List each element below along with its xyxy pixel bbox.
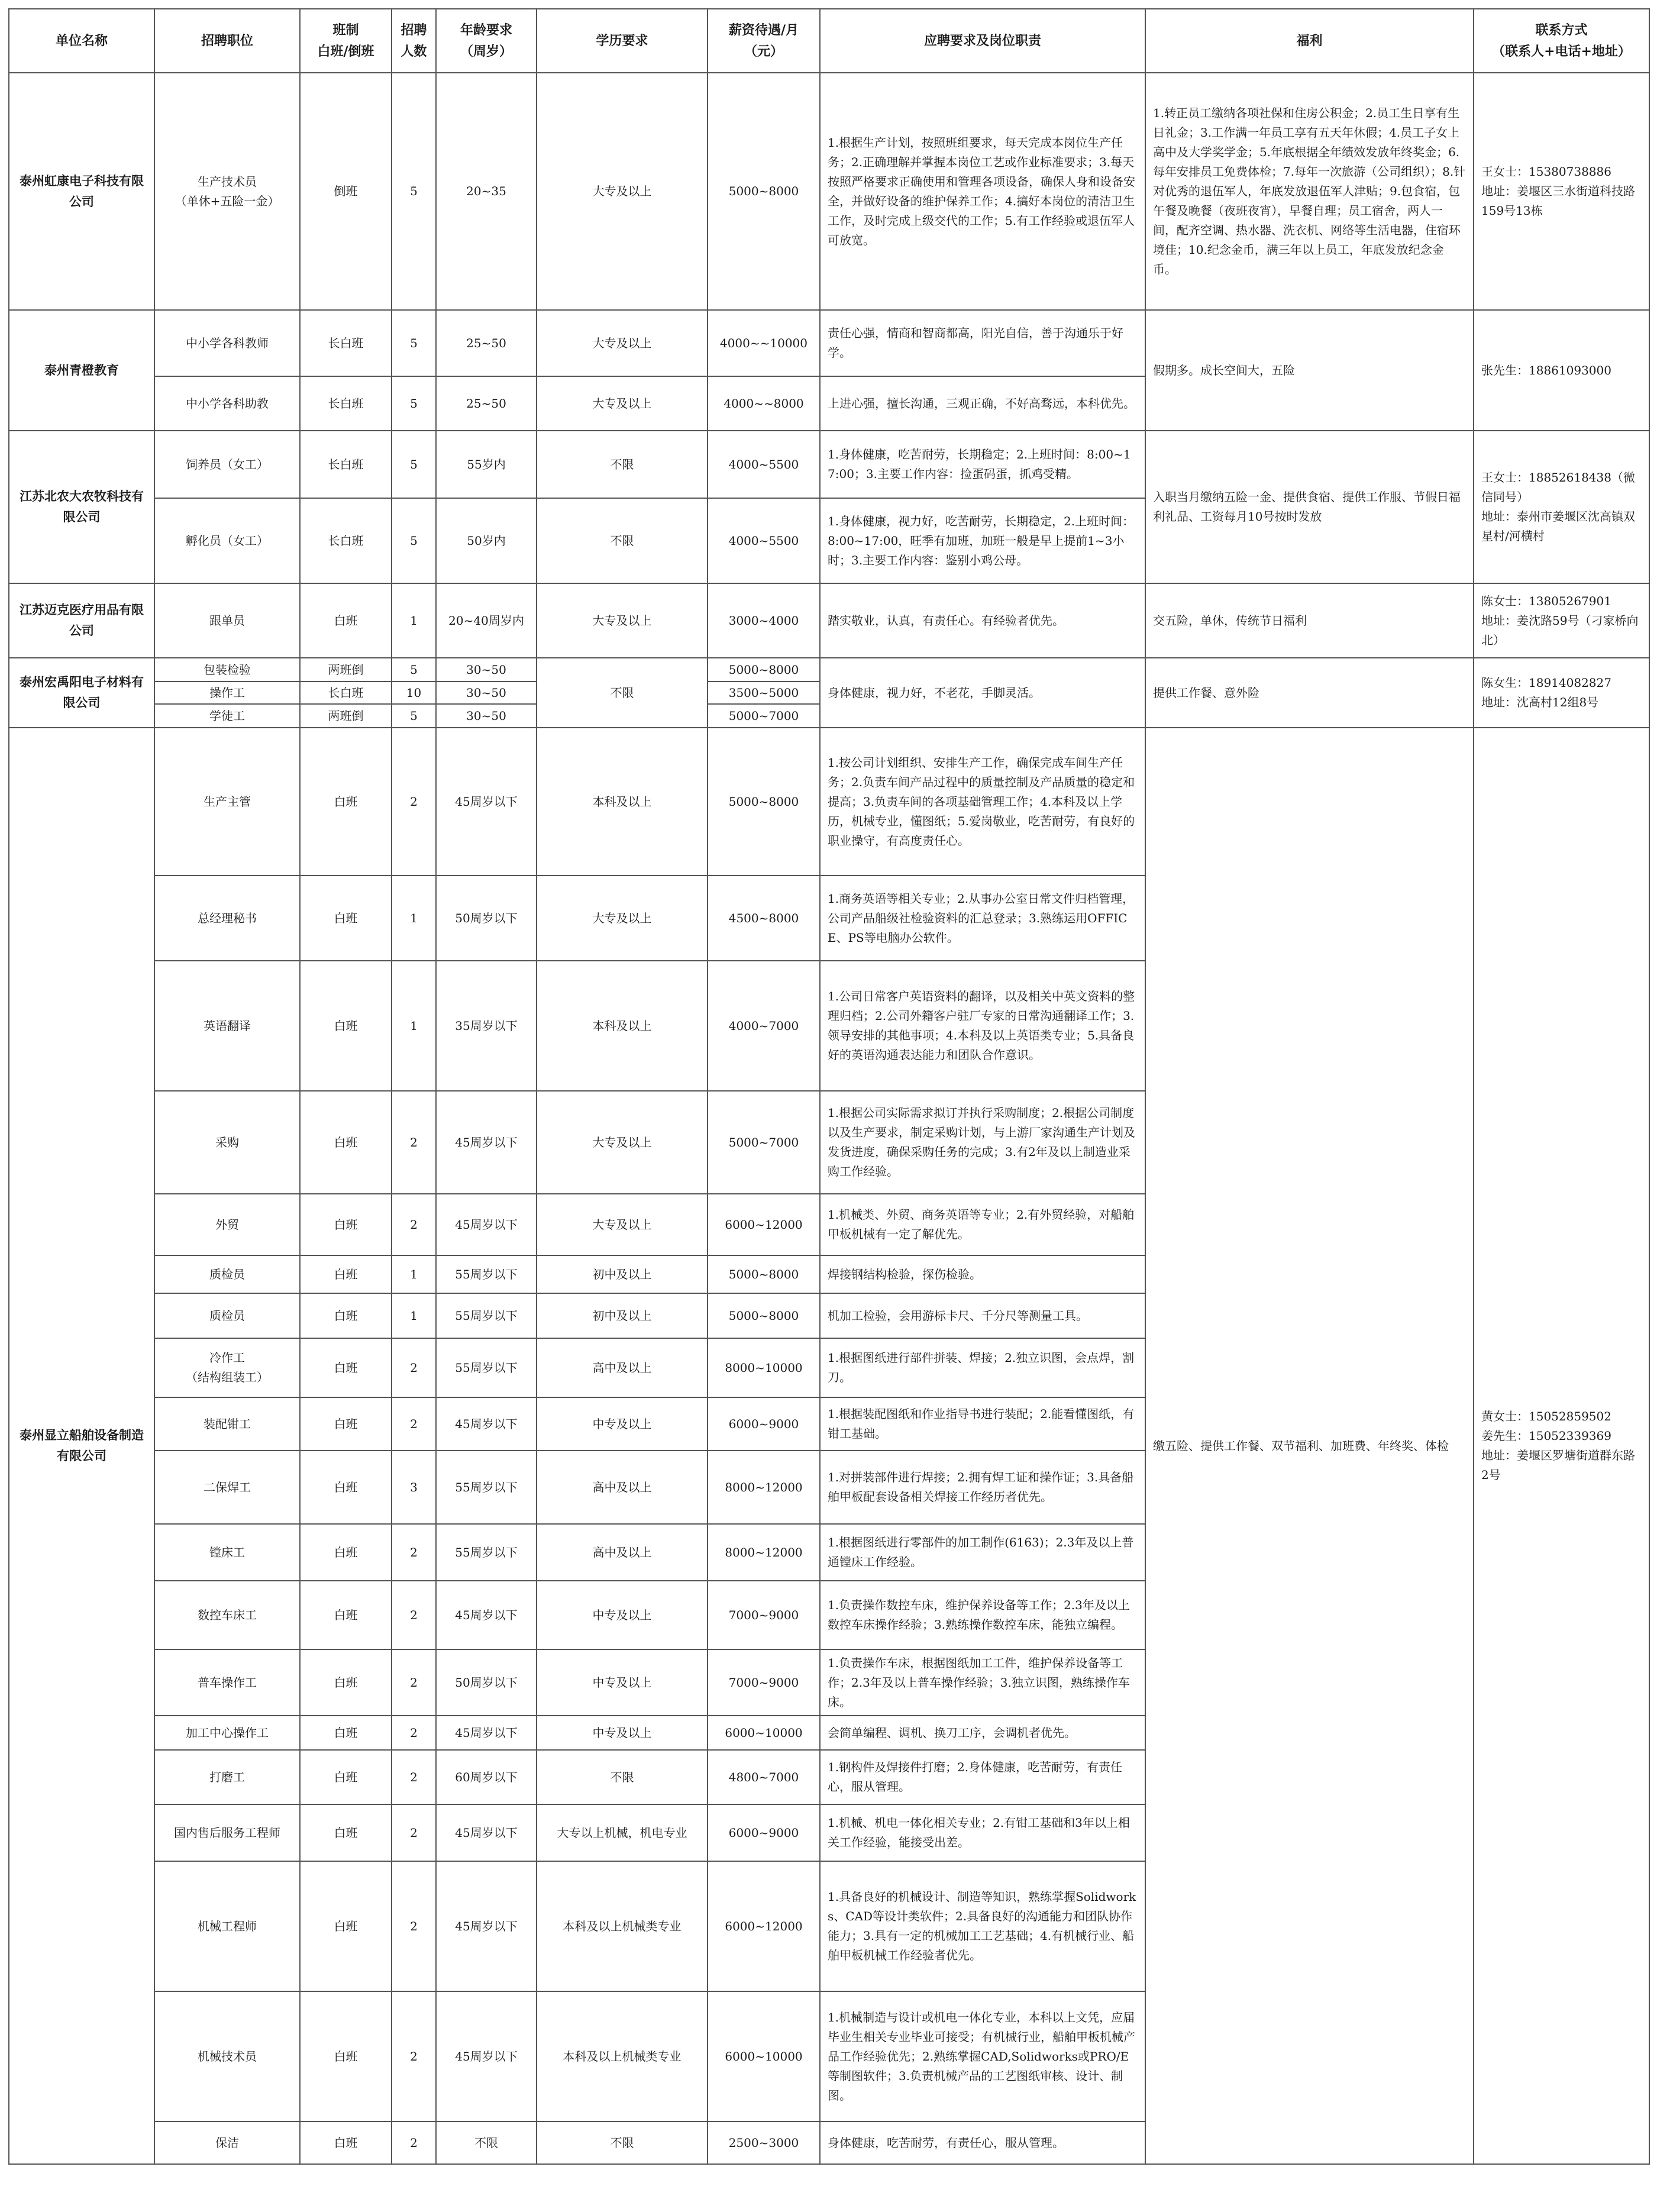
count-cell: 1 — [392, 1255, 436, 1293]
education-cell: 大专以上机械，机电专业 — [537, 1804, 708, 1861]
duty-cell: 1.根据生产计划，按照班组要求，每天完成本岗位生产任务；2.正确理解并掌握本岗位工艺或作业标准要求；3.每天按照严格要求正确使用和管理各项设备，确保人身和设备安全，并做好设备的维护保养工作；4.搞好本岗位的清洁卫生工作，及时完成上级交代的工作；5.有工作经验或退伍军人可放宽。 — [820, 73, 1145, 310]
shift-cell: 白班 — [300, 1194, 392, 1255]
company-name: 江苏北农大农牧科技有限公司 — [9, 431, 154, 583]
count-cell: 2 — [392, 1861, 436, 1991]
position-title: 加工中心操作工 — [154, 1716, 300, 1750]
position-title: 质检员 — [154, 1293, 300, 1338]
age-cell: 55周岁以下 — [436, 1451, 537, 1524]
shift-cell: 长白班 — [300, 310, 392, 376]
count-cell: 1 — [392, 1293, 436, 1338]
duty-cell: 1.机械类、外贸、商务英语等专业；2.有外贸经验，对船舶甲板机械有一定了解优先。 — [820, 1194, 1145, 1255]
count-cell: 2 — [392, 2121, 436, 2164]
position-title: 饲养员（女工） — [154, 431, 300, 498]
age-cell: 55周岁以下 — [436, 1524, 537, 1581]
shift-cell: 白班 — [300, 1451, 392, 1524]
salary-cell: 8000~12000 — [708, 1524, 820, 1581]
table-row — [9, 73, 1649, 310]
header-welfare: 福利 — [1145, 9, 1474, 73]
job-listing-table — [8, 8, 1650, 2165]
duty-cell: 1.机械制造与设计或机电一体化专业，本科以上文凭，应届毕业生相关专业毕业可接受；有机械行业，船舶甲板机械产品工作经验优先；2.熟练掌握CAD,Solidworks或PRO/E等制图软件；3.负责机械产品的工艺图纸审核、设计、制图。 — [820, 1991, 1145, 2121]
age-cell: 60周岁以下 — [436, 1750, 537, 1804]
shift-cell: 长白班 — [300, 682, 392, 704]
age-cell: 45周岁以下 — [436, 1194, 537, 1255]
salary-cell: 8000~12000 — [708, 1451, 820, 1524]
age-cell: 20~35 — [436, 73, 537, 310]
salary-cell: 4000~~10000 — [708, 310, 820, 376]
age-cell: 25~50 — [436, 376, 537, 431]
age-cell: 不限 — [436, 2121, 537, 2164]
header-company: 单位名称 — [9, 9, 154, 73]
count-cell: 5 — [392, 431, 436, 498]
salary-cell: 6000~10000 — [708, 1716, 820, 1750]
age-cell: 55周岁以下 — [436, 1338, 537, 1397]
duty-cell: 1.对拼装部件进行焊接；2.拥有焊工证和操作证；3.具备船舶甲板配套设备相关焊接工作经历者优先。 — [820, 1451, 1145, 1524]
age-cell: 30~50 — [436, 682, 537, 704]
salary-cell: 5000~8000 — [708, 73, 820, 310]
duty-cell: 1.按公司计划组织、安排生产工作，确保完成车间生产任务；2.负责车间产品过程中的质量控制及产品质量的稳定和提高；3.负责车间的各项基础管理工作；4.本科及以上学历，机械专业，懂图纸；5.爱岗敬业，吃苦耐劳，有良好的职业操守，有高度责任心。 — [820, 728, 1145, 876]
count-cell: 2 — [392, 1524, 436, 1581]
duty-cell: 1.钢构件及焊接件打磨；2.身体健康，吃苦耐劳，有责任心，服从管理。 — [820, 1750, 1145, 1804]
age-cell: 55周岁以下 — [436, 1255, 537, 1293]
salary-cell: 3500~5000 — [708, 682, 820, 704]
duty-cell: 上进心强，擅长沟通，三观正确，不好高骛远，本科优先。 — [820, 376, 1145, 431]
duty-cell: 1.机械、机电一体化相关专业；2.有钳工基础和3年以上相关工作经验，能接受出差。 — [820, 1804, 1145, 1861]
shift-cell: 白班 — [300, 1293, 392, 1338]
count-cell: 5 — [392, 704, 436, 728]
position-title: 镗床工 — [154, 1524, 300, 1581]
company-name: 江苏迈克医疗用品有限公司 — [9, 583, 154, 658]
age-cell: 30~50 — [436, 658, 537, 682]
position-title: 中小学各科教师 — [154, 310, 300, 376]
table-row — [9, 658, 1649, 682]
contact-cell: 张先生：18861093000 — [1474, 310, 1649, 431]
header-duties: 应聘要求及岗位职责 — [820, 9, 1145, 73]
shift-cell: 白班 — [300, 728, 392, 876]
contact-cell: 王女士：15380738886 地址：姜堰区三水街道科技路159号13栋 — [1474, 73, 1649, 310]
shift-cell: 长白班 — [300, 376, 392, 431]
duty-cell: 1.根据图纸进行部件拼装、焊接；2.独立识图，会点焊，割刀。 — [820, 1338, 1145, 1397]
education-cell: 大专及以上 — [537, 876, 708, 961]
salary-cell: 5000~8000 — [708, 658, 820, 682]
age-cell: 55岁内 — [436, 431, 537, 498]
education-cell: 中专及以上 — [537, 1581, 708, 1649]
salary-cell: 4000~5500 — [708, 431, 820, 498]
header-position: 招聘职位 — [154, 9, 300, 73]
age-cell: 50岁内 — [436, 498, 537, 583]
duty-cell: 1.负责操作数控车床，维护保养设备等工作；2.3年及以上数控车床操作经验；3.熟练操作数控车床，能独立编程。 — [820, 1581, 1145, 1649]
position-title: 中小学各科助教 — [154, 376, 300, 431]
table-row — [9, 431, 1649, 498]
table-row — [9, 310, 1649, 376]
age-cell: 50周岁以下 — [436, 1649, 537, 1716]
salary-cell: 5000~7000 — [708, 1091, 820, 1194]
header-contact: 联系方式 （联系人+电话+地址） — [1474, 9, 1649, 73]
salary-cell: 3000~4000 — [708, 583, 820, 658]
shift-cell: 两班倒 — [300, 704, 392, 728]
age-cell: 45周岁以下 — [436, 1991, 537, 2121]
header-count: 招聘 人数 — [392, 9, 436, 73]
shift-cell: 白班 — [300, 961, 392, 1091]
position-title: 包装检验 — [154, 658, 300, 682]
company-name: 泰州宏禹阳电子材料有限公司 — [9, 658, 154, 728]
salary-cell: 2500~3000 — [708, 2121, 820, 2164]
position-title: 机械技术员 — [154, 1991, 300, 2121]
shift-cell: 长白班 — [300, 431, 392, 498]
age-cell: 50周岁以下 — [436, 876, 537, 961]
education-cell: 本科及以上机械类专业 — [537, 1991, 708, 2121]
shift-cell: 倒班 — [300, 73, 392, 310]
shift-cell: 白班 — [300, 1091, 392, 1194]
count-cell: 3 — [392, 1451, 436, 1524]
shift-cell: 白班 — [300, 876, 392, 961]
position-title: 生产主管 — [154, 728, 300, 876]
age-cell: 55周岁以下 — [436, 1293, 537, 1338]
salary-cell: 4500~8000 — [708, 876, 820, 961]
duty-cell: 会简单编程、调机、换刀工序，会调机者优先。 — [820, 1716, 1145, 1750]
count-cell: 2 — [392, 1716, 436, 1750]
count-cell: 2 — [392, 1649, 436, 1716]
education-cell: 中专及以上 — [537, 1397, 708, 1451]
age-cell: 45周岁以下 — [436, 728, 537, 876]
duty-cell: 1.身体健康，视力好，吃苦耐劳，长期稳定，2.上班时间：8:00~17:00，旺季有加班，加班一般是早上提前1~3小时；3.主要工作内容：鉴别小鸡公母。 — [820, 498, 1145, 583]
shift-cell: 白班 — [300, 1255, 392, 1293]
contact-cell: 陈女生：18914082827 地址：沈高村12组8号 — [1474, 658, 1649, 728]
education-cell: 初中及以上 — [537, 1255, 708, 1293]
education-cell: 大专及以上 — [537, 1091, 708, 1194]
education-cell: 本科及以上 — [537, 961, 708, 1091]
age-cell: 25~50 — [436, 310, 537, 376]
shift-cell: 白班 — [300, 1804, 392, 1861]
position-title: 普车操作工 — [154, 1649, 300, 1716]
count-cell: 2 — [392, 1194, 436, 1255]
duty-cell: 1.身体健康，吃苦耐劳，长期稳定；2.上班时间：8:00~17:00；3.主要工作内容：捡蛋码蛋，抓鸡受精。 — [820, 431, 1145, 498]
company-name: 泰州显立船舶设备制造有限公司 — [9, 728, 154, 2164]
duty-cell: 机加工检验，会用游标卡尺、千分尺等测量工具。 — [820, 1293, 1145, 1338]
count-cell: 1 — [392, 961, 436, 1091]
salary-cell: 7000~9000 — [708, 1649, 820, 1716]
age-cell: 45周岁以下 — [436, 1804, 537, 1861]
education-cell: 高中及以上 — [537, 1524, 708, 1581]
shift-cell: 白班 — [300, 1581, 392, 1649]
contact-cell: 陈女士：13805267901 地址：姜沈路59号（刁家桥向北） — [1474, 583, 1649, 658]
position-title: 总经理秘书 — [154, 876, 300, 961]
shift-cell: 白班 — [300, 2121, 392, 2164]
position-title: 机械工程师 — [154, 1861, 300, 1991]
duty-cell: 责任心强，情商和智商都高，阳光自信，善于沟通乐于好学。 — [820, 310, 1145, 376]
age-cell: 45周岁以下 — [436, 1581, 537, 1649]
header-row — [9, 9, 1649, 73]
position-title: 装配钳工 — [154, 1397, 300, 1451]
position-title: 打磨工 — [154, 1750, 300, 1804]
count-cell: 5 — [392, 73, 436, 310]
position-title: 采购 — [154, 1091, 300, 1194]
shift-cell: 白班 — [300, 1338, 392, 1397]
education-cell: 不限 — [537, 2121, 708, 2164]
count-cell: 10 — [392, 682, 436, 704]
header-salary: 薪资待遇/月 （元） — [708, 9, 820, 73]
shift-cell: 白班 — [300, 583, 392, 658]
salary-cell: 6000~9000 — [708, 1397, 820, 1451]
welfare-cell: 1.转正员工缴纳各项社保和住房公积金；2.员工生日享有生日礼金；3.工作满一年员工享有五天年休假；4.员工子女上高中及大学奖学金；5.年底根据全年绩效发放年终奖金；6.每年安排员工免费体检；7.每年一次旅游（公司组织）；8.针对优秀的退伍军人，年底发放退伍军人津贴；9.包食宿，包午餐及晚餐（夜班夜宵），早餐自理；员工宿舍，两人一间，配齐空调、热水器、洗衣机、网络等生活电器，住宿环境佳；10.纪念金币，满三年以上员工，年底发放纪念金币。 — [1145, 73, 1474, 310]
header-shift: 班制 白班/倒班 — [300, 9, 392, 73]
education-cell: 高中及以上 — [537, 1451, 708, 1524]
position-title: 二保焊工 — [154, 1451, 300, 1524]
duty-cell: 1.根据图纸进行零部件的加工制作(6163)；2.3年及以上普通镗床工作经验。 — [820, 1524, 1145, 1581]
education-cell: 不限 — [537, 431, 708, 498]
position-title: 数控车床工 — [154, 1581, 300, 1649]
count-cell: 2 — [392, 1338, 436, 1397]
contact-cell: 王女士：18852618438（微信同号） 地址：泰州市姜堰区沈高镇双星村/河横村 — [1474, 431, 1649, 583]
company-name: 泰州虹康电子科技有限公司 — [9, 73, 154, 310]
count-cell: 2 — [392, 1804, 436, 1861]
position-title: 国内售后服务工程师 — [154, 1804, 300, 1861]
position-title: 外贸 — [154, 1194, 300, 1255]
welfare-cell: 交五险，单休，传统节日福利 — [1145, 583, 1474, 658]
education-cell: 中专及以上 — [537, 1716, 708, 1750]
count-cell: 2 — [392, 1581, 436, 1649]
table-row — [9, 583, 1649, 658]
salary-cell: 5000~8000 — [708, 1293, 820, 1338]
count-cell: 2 — [392, 1091, 436, 1194]
count-cell: 5 — [392, 376, 436, 431]
education-cell: 大专及以上 — [537, 376, 708, 431]
contact-cell: 黄女士：15052859502 姜先生：15052339369 地址：姜堰区罗塘街道群东路2号 — [1474, 728, 1649, 2164]
age-cell: 35周岁以下 — [436, 961, 537, 1091]
duty-cell: 焊接钢结构检验，探伤检验。 — [820, 1255, 1145, 1293]
education-cell: 不限 — [537, 1750, 708, 1804]
shift-cell: 长白班 — [300, 498, 392, 583]
duty-cell: 踏实敬业，认真，有责任心。有经验者优先。 — [820, 583, 1145, 658]
shift-cell: 白班 — [300, 1750, 392, 1804]
header-age: 年龄要求 （周岁） — [436, 9, 537, 73]
education-cell: 中专及以上 — [537, 1649, 708, 1716]
education-cell: 大专及以上 — [537, 73, 708, 310]
age-cell: 45周岁以下 — [436, 1716, 537, 1750]
duty-cell: 1.根据装配图纸和作业指导书进行装配；2.能看懂图纸，有钳工基础。 — [820, 1397, 1145, 1451]
welfare-cell: 入职当月缴纳五险一金、提供食宿、提供工作服、节假日福利礼品、工资每月10号按时发放 — [1145, 431, 1474, 583]
welfare-cell: 缴五险、提供工作餐、双节福利、加班费、年终奖、体检 — [1145, 728, 1474, 2164]
age-cell: 30~50 — [436, 704, 537, 728]
salary-cell: 4800~7000 — [708, 1750, 820, 1804]
count-cell: 1 — [392, 583, 436, 658]
duty-cell: 身体健康，吃苦耐劳，有责任心，服从管理。 — [820, 2121, 1145, 2164]
salary-cell: 4000~~8000 — [708, 376, 820, 431]
salary-cell: 5000~8000 — [708, 1255, 820, 1293]
shift-cell: 白班 — [300, 1649, 392, 1716]
education-cell: 大专及以上 — [537, 310, 708, 376]
education-cell: 大专及以上 — [537, 1194, 708, 1255]
company-name: 泰州青橙教育 — [9, 310, 154, 431]
salary-cell: 8000~10000 — [708, 1338, 820, 1397]
shift-cell: 两班倒 — [300, 658, 392, 682]
position-title: 生产技术员 （单休+五险一金） — [154, 73, 300, 310]
duty-cell: 1.公司日常客户英语资料的翻译，以及相关中英文资料的整理归档；2.公司外籍客户驻厂专家的日常沟通翻译工作；3.领导安排的其他事项；4.本科及以上英语类专业；5.具备良好的英语沟通表达能力和团队合作意识。 — [820, 961, 1145, 1091]
education-cell: 本科及以上机械类专业 — [537, 1861, 708, 1991]
count-cell: 5 — [392, 658, 436, 682]
salary-cell: 4000~5500 — [708, 498, 820, 583]
age-cell: 45周岁以下 — [436, 1397, 537, 1451]
education-cell: 大专及以上 — [537, 583, 708, 658]
shift-cell: 白班 — [300, 1397, 392, 1451]
age-cell: 45周岁以下 — [436, 1861, 537, 1991]
salary-cell: 5000~8000 — [708, 728, 820, 876]
header-education: 学历要求 — [537, 9, 708, 73]
position-title: 操作工 — [154, 682, 300, 704]
count-cell: 5 — [392, 498, 436, 583]
education-cell: 高中及以上 — [537, 1338, 708, 1397]
duty-cell: 身体健康，视力好，不老花，手脚灵活。 — [820, 658, 1145, 728]
position-title: 保洁 — [154, 2121, 300, 2164]
shift-cell: 白班 — [300, 1991, 392, 2121]
salary-cell: 4000~7000 — [708, 961, 820, 1091]
position-title: 冷作工 （结构组装工） — [154, 1338, 300, 1397]
position-title: 学徒工 — [154, 704, 300, 728]
count-cell: 1 — [392, 876, 436, 961]
shift-cell: 白班 — [300, 1524, 392, 1581]
salary-cell: 6000~12000 — [708, 1861, 820, 1991]
position-title: 英语翻译 — [154, 961, 300, 1091]
shift-cell: 白班 — [300, 1716, 392, 1750]
count-cell: 2 — [392, 728, 436, 876]
age-cell: 20~40周岁内 — [436, 583, 537, 658]
education-cell: 本科及以上 — [537, 728, 708, 876]
welfare-cell: 假期多。成长空间大，五险 — [1145, 310, 1474, 431]
duty-cell: 1.具备良好的机械设计、制造等知识，熟练掌握Solidworks、CAD等设计类软件；2.具备良好的沟通能力和团队协作能力；3.具有一定的机械加工工艺基础；4.有机械行业、船舶甲板机械工作经验者优先。 — [820, 1861, 1145, 1991]
age-cell: 45周岁以下 — [436, 1091, 537, 1194]
count-cell: 2 — [392, 1397, 436, 1451]
salary-cell: 5000~7000 — [708, 704, 820, 728]
education-cell: 不限 — [537, 658, 708, 728]
count-cell: 5 — [392, 310, 436, 376]
count-cell: 2 — [392, 1991, 436, 2121]
welfare-cell: 提供工作餐、意外险 — [1145, 658, 1474, 728]
duty-cell: 1.根据公司实际需求拟订并执行采购制度；2.根据公司制度以及生产要求，制定采购计划，与上游厂家沟通生产计划及发货进度，确保采购任务的完成；3.有2年及以上制造业采购工作经验。 — [820, 1091, 1145, 1194]
salary-cell: 6000~12000 — [708, 1194, 820, 1255]
duty-cell: 1.商务英语等相关专业；2.从事办公室日常文件归档管理，公司产品船级社检验资料的汇总登录；3.熟练运用OFFICE、PS等电脑办公软件。 — [820, 876, 1145, 961]
education-cell: 初中及以上 — [537, 1293, 708, 1338]
table-row — [9, 728, 1649, 876]
shift-cell: 白班 — [300, 1861, 392, 1991]
count-cell: 2 — [392, 1750, 436, 1804]
salary-cell: 6000~10000 — [708, 1991, 820, 2121]
position-title: 孵化员（女工） — [154, 498, 300, 583]
duty-cell: 1.负责操作车床，根据图纸加工工件，维护保养设备等工作；2.3年及以上普车操作经验；3.独立识图，熟练操作车床。 — [820, 1649, 1145, 1716]
position-title: 跟单员 — [154, 583, 300, 658]
position-title: 质检员 — [154, 1255, 300, 1293]
salary-cell: 6000~9000 — [708, 1804, 820, 1861]
salary-cell: 7000~9000 — [708, 1581, 820, 1649]
education-cell: 不限 — [537, 498, 708, 583]
